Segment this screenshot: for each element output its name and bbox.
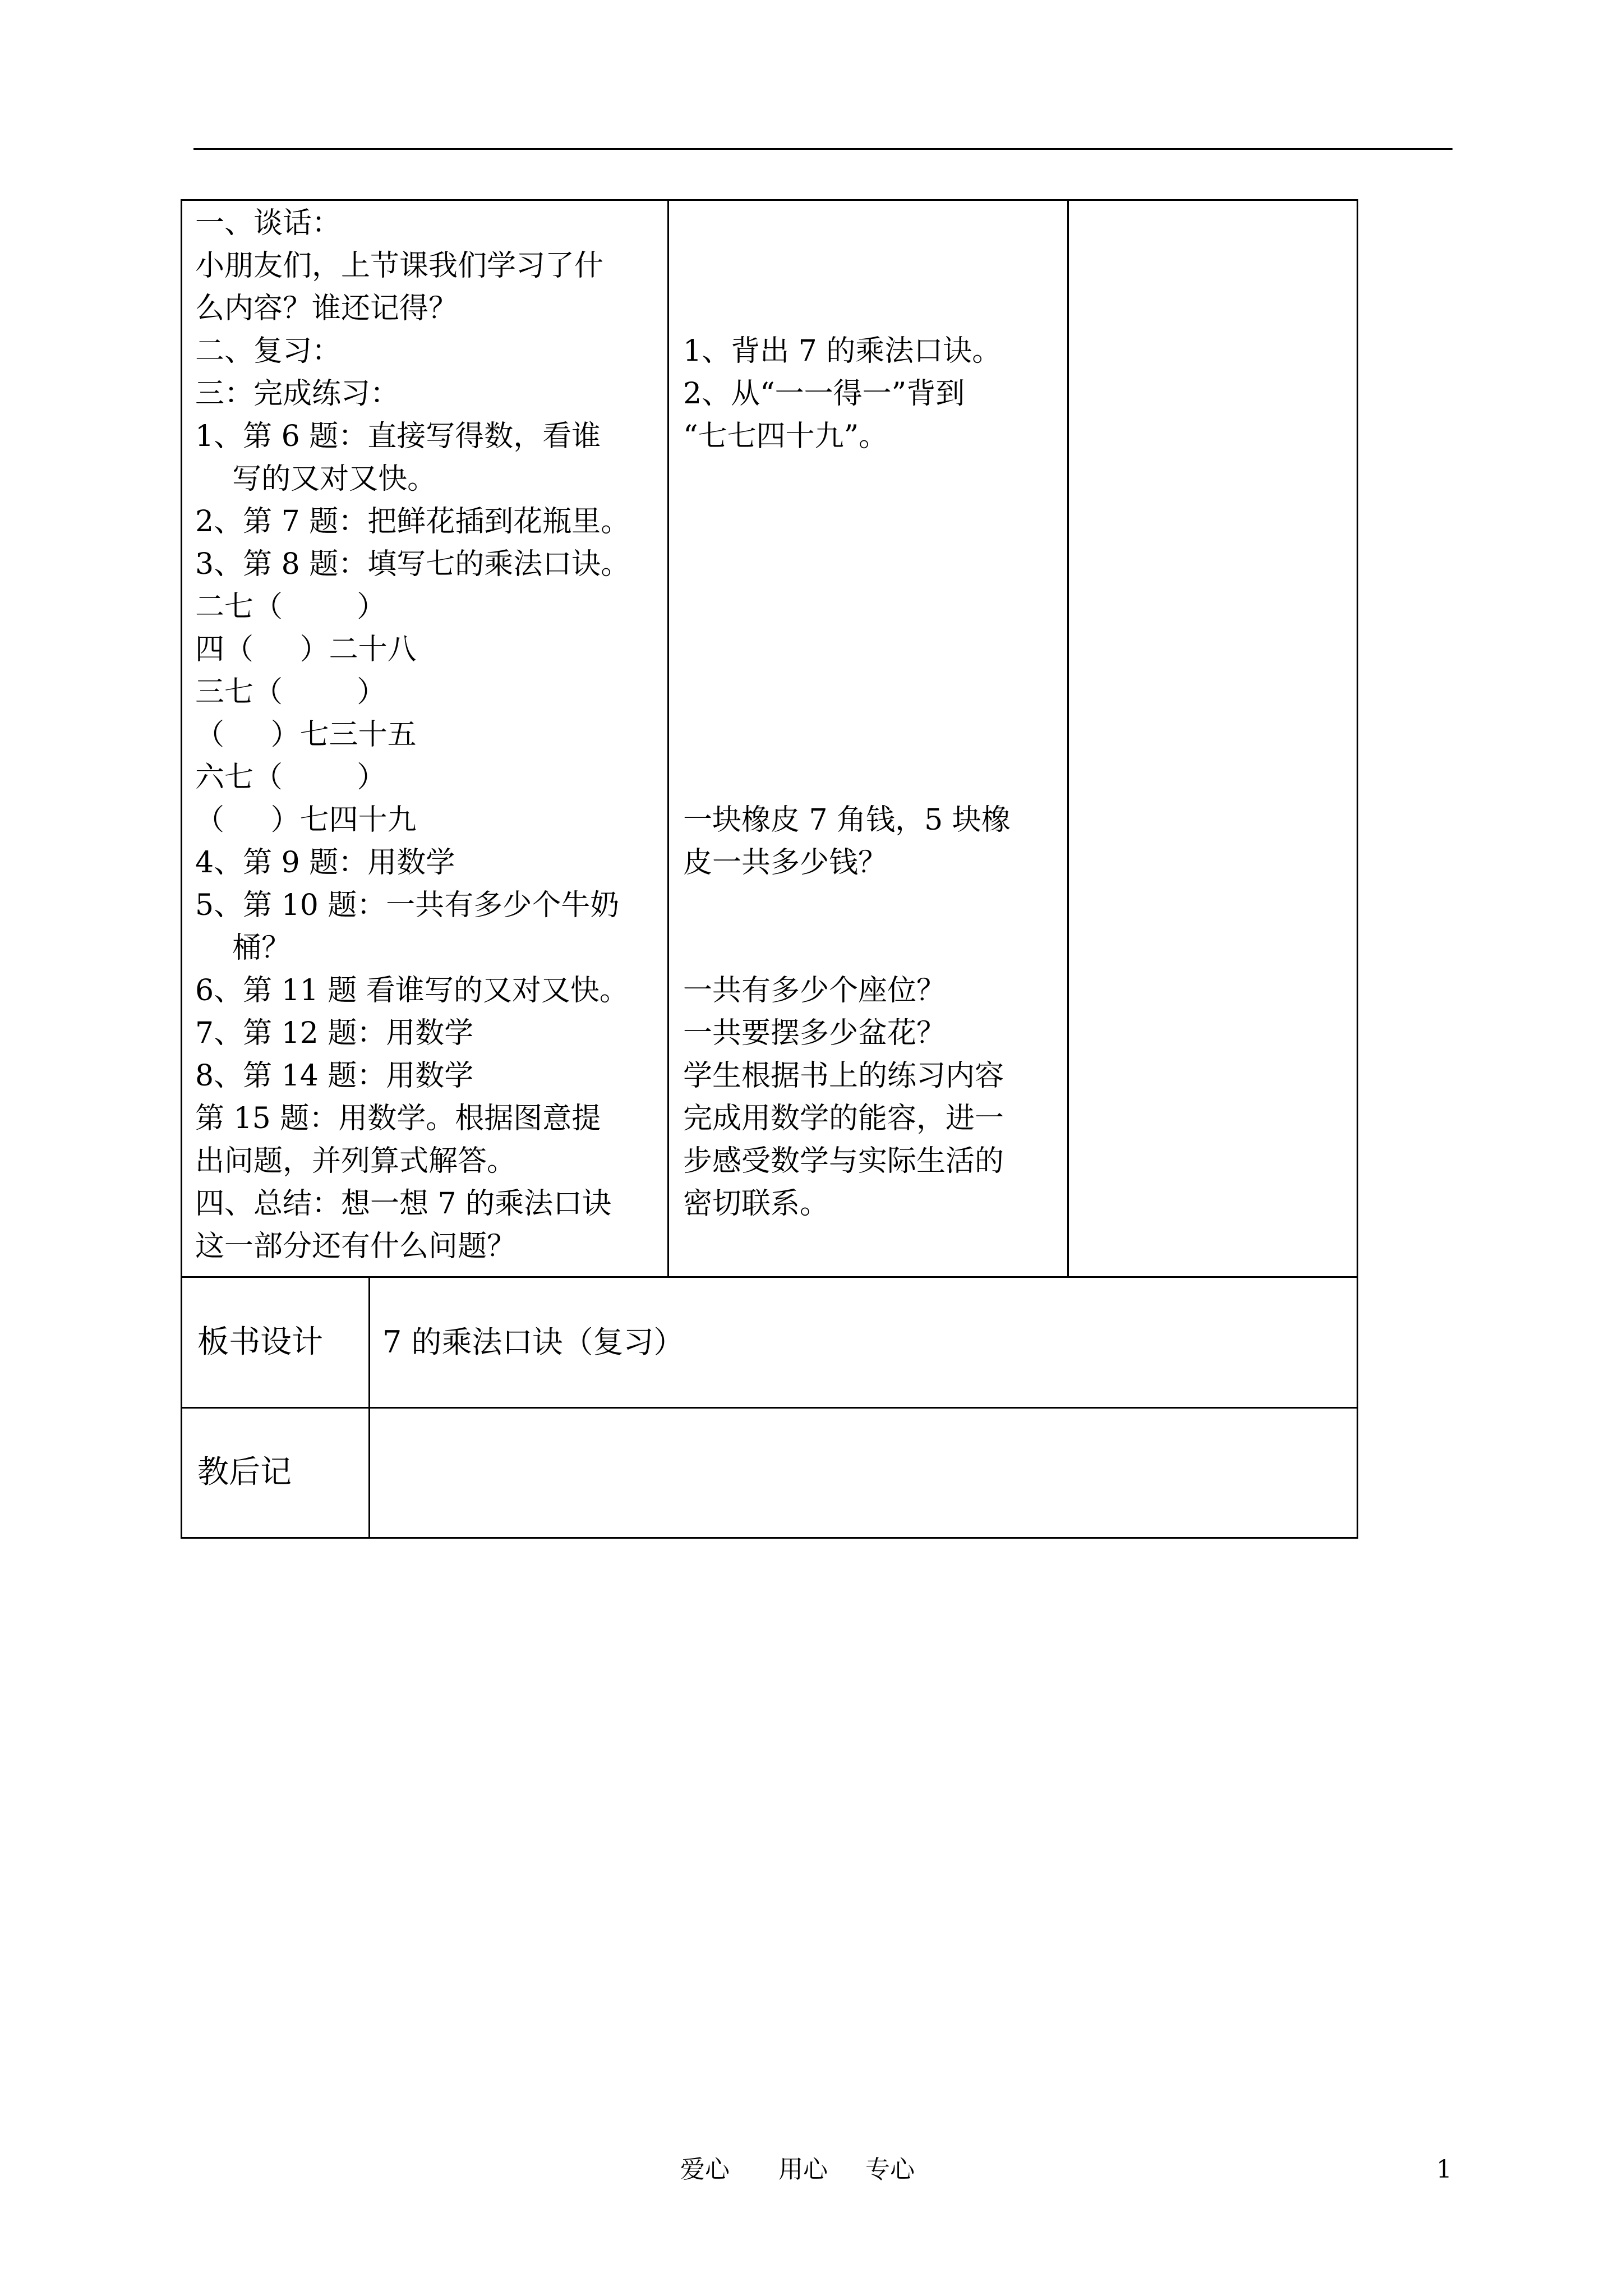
- teacher-activity-line: 3、第 8 题：填写七的乘法口诀。: [195, 547, 630, 581]
- footer-slogan-3: 专心: [865, 2155, 915, 2184]
- student-activity-line: 完成用数学的能容，进一: [683, 1102, 1004, 1135]
- teacher-activity-line: 6、第 11 题 看谁写的又对又快。: [195, 974, 629, 1007]
- teacher-activity-line: 8、第 14 题：用数学: [195, 1059, 474, 1093]
- student-activity-line: 2、从“一一得一”背到: [683, 377, 965, 411]
- teacher-activity-line: 7、第 12 题：用数学: [195, 1016, 474, 1050]
- table-top-border: [181, 199, 1358, 201]
- board-design-content: 7 的乘法口诀（复习）: [382, 1324, 684, 1360]
- teacher-activity-line: 四（ ）二十八: [195, 633, 417, 666]
- teacher-activity-line: 么内容？谁还记得？: [195, 292, 458, 325]
- teacher-activity-line: 小朋友们，上节课我们学习了什: [195, 249, 604, 283]
- student-activity-line: 一共要摆多少盆花？: [683, 1016, 946, 1050]
- header-rule: [193, 148, 1453, 150]
- teacher-activity-line: 1、第 6 题：直接写得数，看谁: [195, 420, 601, 453]
- student-activity-practice: [683, 969, 1059, 1225]
- teacher-activity-lines: [195, 202, 661, 1268]
- label-column-divider: [368, 1276, 370, 1537]
- teacher-activity-line: 三七（ ）: [195, 675, 386, 709]
- student-activity-line: “七七四十九”。: [683, 420, 888, 453]
- table-row-divider-1: [181, 1276, 1358, 1278]
- column-divider-2: [1067, 199, 1069, 1276]
- student-activity-line: 一共有多少个座位？: [683, 974, 946, 1007]
- teacher-activity-line: 六七（ ）: [195, 761, 386, 794]
- table-bottom-border: [181, 1537, 1358, 1539]
- teacher-activity-line: 二七（ ）: [195, 590, 386, 624]
- teacher-activity-line: 出问题，并列算式解答。: [195, 1144, 517, 1178]
- table-row-divider-2: [181, 1407, 1358, 1409]
- student-activity-line: 步感受数学与实际生活的: [683, 1144, 1004, 1178]
- teacher-activity-line: 2、第 7 题：把鲜花插到花瓶里。: [195, 505, 630, 539]
- teacher-activity-line: 三：完成练习：: [195, 377, 400, 411]
- page-number: 1: [1436, 2155, 1452, 2184]
- reflection-label: 教后记: [197, 1454, 292, 1490]
- student-activity-line: 密切联系。: [683, 1187, 829, 1221]
- student-activity-group-1: [683, 330, 1059, 458]
- student-activity-group-2: [683, 799, 1059, 884]
- teacher-activity-line: 第 15 题：用数学。根据图意提: [195, 1102, 601, 1135]
- teacher-activity-line: 4、第 9 题：用数学: [195, 846, 455, 880]
- student-activity-line: 学生根据书上的练习内容: [683, 1059, 1004, 1093]
- student-activity-line: 一块橡皮 7 角钱，5 块橡: [683, 803, 1011, 837]
- teacher-activity-line: 写的又对又快。: [195, 462, 437, 496]
- teacher-activity-line: 二、复习：: [195, 334, 342, 368]
- teacher-activity-line: 桶？: [195, 931, 291, 965]
- board-design-label: 板书设计: [197, 1324, 323, 1360]
- teacher-activity-line: （ ）七四十九: [195, 803, 417, 837]
- table-left-border: [181, 199, 182, 1539]
- student-activity-line: 1、背出 7 的乘法口诀。: [683, 334, 1002, 368]
- footer-slogan-2: 用心: [778, 2155, 828, 2184]
- footer-slogan-1: 爱心: [680, 2155, 730, 2184]
- student-activity-line: 皮一共多少钱？: [683, 846, 888, 880]
- teacher-activity-line: 四、总结：想一想 7 的乘法口诀: [195, 1187, 612, 1221]
- teacher-activity-line: （ ）七三十五: [195, 718, 417, 752]
- student-activity-group-3: [683, 969, 1059, 1225]
- teacher-activity-line: 这一部分还有什么问题？: [195, 1230, 517, 1263]
- student-activity-review: [683, 330, 1059, 458]
- student-activity-eraser-question: [683, 799, 1059, 884]
- column-divider-1: [667, 199, 669, 1276]
- table-right-border: [1357, 199, 1358, 1539]
- teacher-activity-line: 一、谈话：: [195, 206, 342, 240]
- teacher-activity-cell: [195, 202, 661, 1268]
- teacher-activity-line: 5、第 10 题：一共有多少个牛奶: [195, 889, 620, 922]
